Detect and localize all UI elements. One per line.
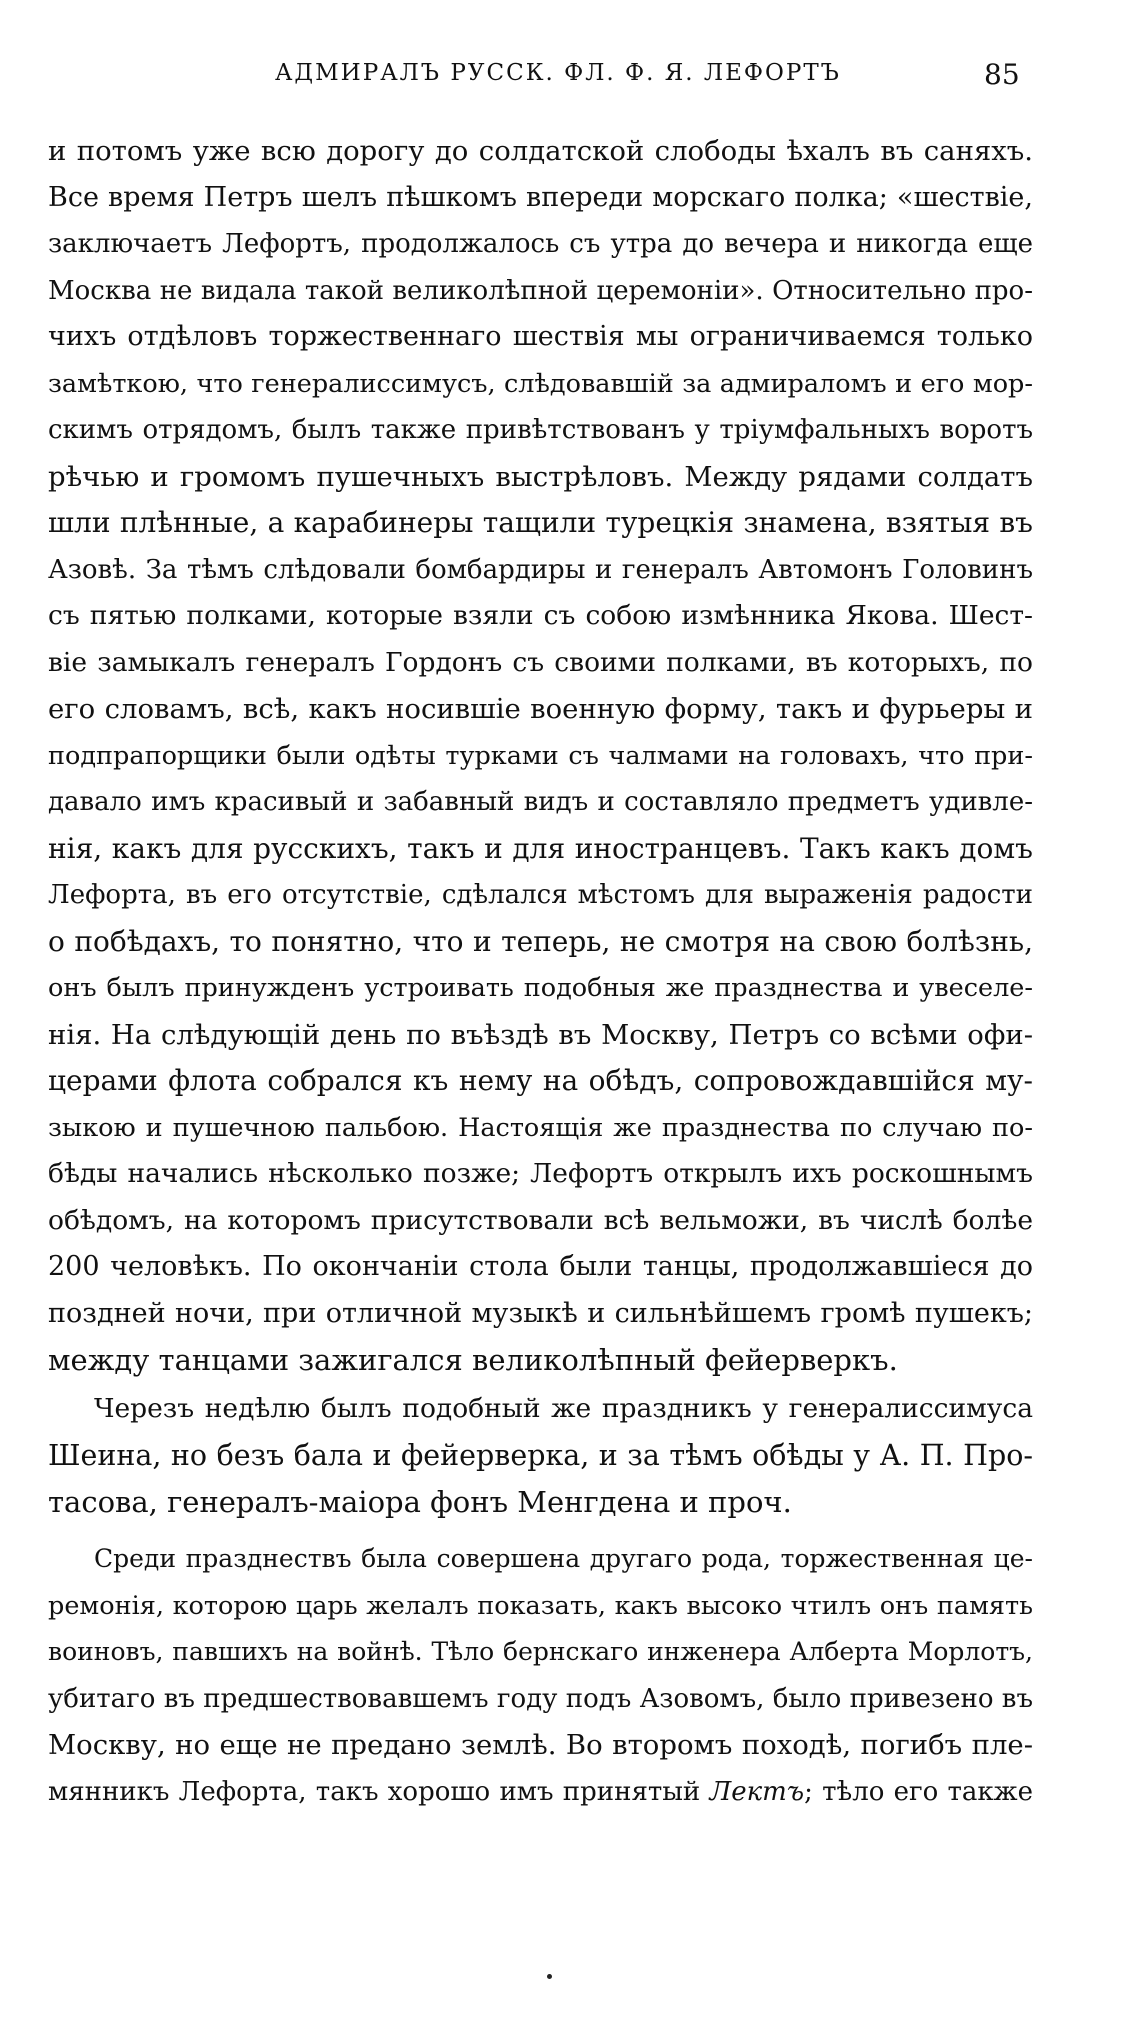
text-line: тасова, генералъ-маіора фонъ Менгдена и проч. [48, 1485, 792, 1519]
text-line: Черезъ недѣлю былъ подобный же праздникъ у генералиссимуса [94, 1393, 1033, 1424]
text-line: Среди празднествъ была совершена другаго рода, торжественная це- [94, 1544, 1033, 1573]
text-line: Все время Петръ шелъ пѣшкомъ впереди морскаго полка; «шествіе, [48, 181, 1033, 213]
text-line: заключаетъ Лефортъ, продолжалось съ утра до вечера и никогда еще [48, 229, 1033, 259]
text-line: поздней ночи, при отличной музыкѣ и сильнѣйшемъ громѣ пушекъ; [48, 1297, 1033, 1329]
text-line: Москва не видала такой великолѣпной церемоніи». Относительно про- [48, 275, 1033, 306]
text-line: воиновъ, павшихъ на войнѣ. Тѣло бернскаго инженера Алберта Морлотъ, [48, 1637, 1033, 1666]
paragraph-1 [48, 128, 1033, 1384]
text-line: и потомъ уже всю дорогу до солдатской слободы ѣхалъ въ саняхъ. [48, 135, 1033, 167]
text-line: віе замыкалъ генералъ Гордонъ съ своими полками, въ которыхъ, по [48, 646, 1033, 678]
text-line: о побѣдахъ, то понятно, что и теперь, не смотря на свою болѣзнь, [48, 924, 1033, 958]
text-line: подпрапорщики были одѣты турками съ чалмами на головахъ, что при- [48, 740, 1033, 771]
text-line: зыкою и пушечною пальбою. Настоящія же празднества по случаю по- [48, 1112, 1033, 1143]
text-line-final [48, 1769, 1033, 1816]
text-line: 200 человѣкъ. По окончаніи стола были танцы, продолжавшіеся до [48, 1251, 1033, 1282]
text-line: убитаго въ предшествовавшемъ году подъ Азовомъ, было привезено въ [48, 1683, 1033, 1714]
text-line: бѣды начались нѣсколько позже; Лефортъ открылъ ихъ роскошнымъ [48, 1158, 1033, 1189]
italic-name: Лектъ [709, 1776, 805, 1807]
text-line: Лефорта, въ его отсутствіе, сдѣлался мѣстомъ для выраженія радости [48, 880, 1033, 910]
text-line: чихъ отдѣловъ торжественнаго шествія мы ограничиваемся только [48, 321, 1033, 352]
stray-dot [547, 1974, 552, 1979]
text-line: рѣчью и громомъ пушечныхъ выстрѣловъ. Между рядами солдатъ [48, 460, 1033, 493]
paragraph-2 [48, 1386, 1033, 1526]
text-line: его словамъ, всѣ, какъ носившіе военную форму, такъ и фурьеры и [48, 693, 1033, 725]
text-line: съ пятью полками, которые взяли съ собою измѣнника Якова. Шест- [48, 600, 1033, 631]
text-line: между танцами зажигался великолѣпный фейерверкъ. [48, 1343, 898, 1377]
text-line: обѣдомъ, на которомъ присутствовали всѣ вельможи, въ числѣ болѣе [48, 1204, 1033, 1236]
text-line: ремонія, которою царь желалъ показать, какъ высоко чтилъ онъ память [48, 1590, 1033, 1621]
text-line: нія, какъ для русскихъ, такъ и для иностранцевъ. Такъ какъ домъ [48, 831, 1033, 865]
text-line: Азовѣ. За тѣмъ слѣдовали бомбардиры и генералъ Автомонъ Головинъ [48, 554, 1033, 585]
text-line: замѣткою, что генералиссимусъ, слѣдовавшій за адмираломъ и его мор- [48, 368, 1033, 399]
text-line: церами флота собрался къ нему на обѣдъ, сопровождавшійся му- [48, 1064, 1033, 1097]
text-line: онъ былъ принужденъ устроивать подобныя же празднества и увеселе- [48, 973, 1033, 1003]
text-line: Шеина, но безъ бала и фейерверка, и за тѣмъ обѣды у А. П. Про- [48, 1438, 1033, 1472]
text-fragment: мянникъ Лефорта, такъ хорошо имъ принятый [48, 1776, 701, 1807]
text-fragment: ; тѣло его также [804, 1776, 1033, 1807]
text-line: Москву, но еще не предано землѣ. Во второмъ походѣ, погибъ пле- [48, 1729, 1033, 1761]
running-head: АДМИРАЛЪ РУССК. ФЛ. Ф. Я. ЛЕФОРТЪ [275, 60, 841, 86]
text-line: давало имъ красивый и забавный видъ и составляло предметъ удивле- [48, 787, 1033, 817]
paragraph-3 [48, 1536, 1033, 1815]
page-number: 85 [984, 58, 1020, 91]
text-line: нія. На слѣдующій день по въѣздѣ въ Москву, Петръ со всѣми офи- [48, 1018, 1033, 1051]
text-line: шли плѣнные, а карабинеры тащили турецкія знамена, взятыя въ [48, 506, 1033, 539]
text-line: скимъ отрядомъ, былъ также привѣтствованъ у тріумфальныхъ воротъ [48, 415, 1033, 445]
